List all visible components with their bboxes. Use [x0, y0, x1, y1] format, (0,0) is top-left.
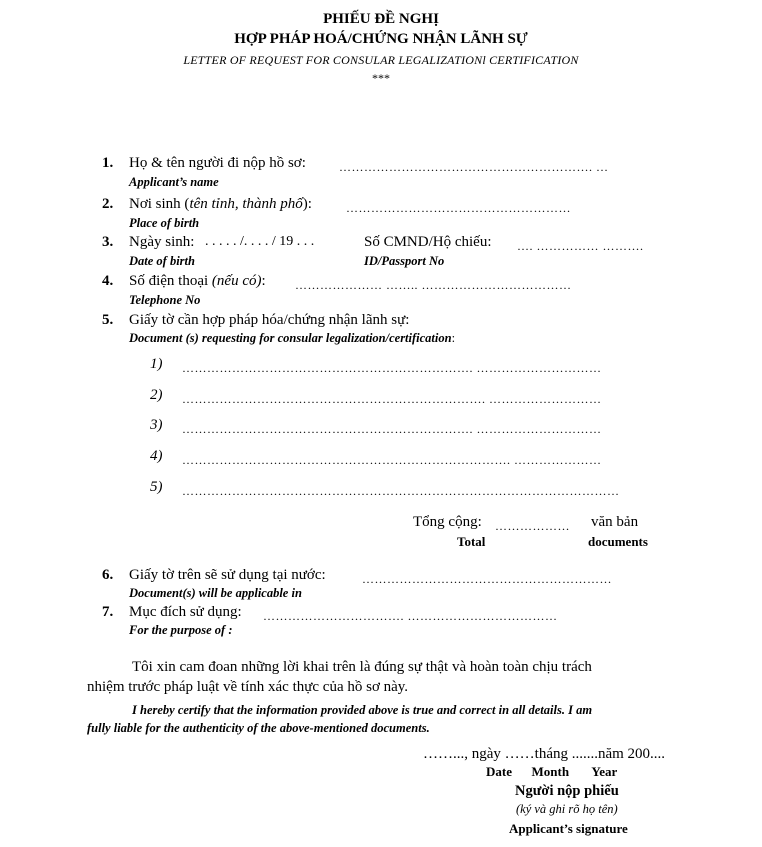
telephone-label: Số điện thoại (nếu có): — [129, 273, 266, 289]
item-number: 1. — [102, 155, 114, 171]
document-line-field[interactable]: …………………………………………………………………………………………… — [182, 484, 620, 498]
place-of-birth-label-en: Place of birth — [129, 216, 200, 230]
stars-divider: *** — [372, 71, 390, 85]
date-of-birth-field[interactable]: . . . . . /. . . . / 19 . . . — [205, 234, 315, 249]
item-number: 2. — [102, 196, 114, 212]
declaration-en-line2: fully liable for the authenticity of the above-mentioned documents. — [87, 721, 430, 735]
total-unit: văn bản — [591, 514, 639, 530]
document-line-label: 5) — [150, 479, 163, 495]
item-number: 5. — [102, 312, 114, 328]
declaration-en-line1: I hereby certify that the information provided above is true and correct in all details. I am — [132, 703, 593, 717]
document-line-field[interactable]: ……………………………………………………………. ………………………… — [182, 361, 602, 375]
signature-date-line[interactable]: ……..., ngày ……tháng .......năm 200.... — [423, 746, 666, 762]
country-of-use-label-en: Document(s) will be applicable in — [129, 586, 302, 600]
total-unit-en: documents — [588, 534, 648, 549]
telephone-field[interactable]: ………………… …….. ……………………………… — [295, 278, 572, 292]
applicant-name-label: Họ & tên người đi nộp hồ sơ: — [129, 155, 306, 171]
document-line-field[interactable]: ………………………………………………………………. ……………………… — [182, 392, 602, 406]
signature-note: (ký và ghi rõ họ tên) — [516, 802, 618, 816]
purpose-label: Mục đích sử dụng: — [129, 604, 242, 620]
document-line-label: 4) — [150, 448, 163, 464]
document-line-label: 2) — [150, 387, 163, 403]
id-passport-label-en: ID/Passport No — [364, 254, 445, 268]
signature-date-label-en: Date Month Year — [486, 764, 618, 779]
place-of-birth-label: Nơi sinh (tên tỉnh, thành phố): — [129, 196, 312, 212]
item-number: 7. — [102, 604, 114, 620]
date-of-birth-label: Ngày sinh: — [129, 234, 195, 250]
form-title: PHIẾU ĐỀ NGHỊ — [323, 11, 439, 27]
documents-label-en: Document (s) requesting for consular legalization/certification: — [129, 331, 456, 345]
applicant-name-field[interactable]: ……………………………………………………. … — [339, 160, 609, 174]
signature-title-en: Applicant’s signature — [509, 821, 628, 836]
total-label: Tổng cộng: — [413, 514, 482, 530]
date-of-birth-label-en: Date of birth — [129, 254, 195, 268]
document-line-field[interactable]: ……………………………………………………………………. ………………… — [182, 453, 602, 467]
item-number: 3. — [102, 234, 114, 250]
item-number: 6. — [102, 567, 114, 583]
purpose-field[interactable]: ……………………………. ……………………………… — [263, 609, 558, 623]
id-passport-label: Số CMND/Hộ chiếu: — [364, 234, 492, 250]
form-title-english: LETTER OF REQUEST FOR CONSULAR LEGALIZATIONl CERTIFICATION — [183, 53, 579, 67]
document-line-label: 1) — [150, 356, 163, 372]
declaration-vi-line2: nhiệm trước pháp luật về tính xác thực của hồ sơ này. — [87, 679, 409, 695]
country-of-use-field[interactable]: …………………………………………………… — [362, 572, 612, 586]
declaration-vi-line1: Tôi xin cam đoan những lời khai trên là đúng sự thật và hoàn toàn chịu trách — [132, 659, 592, 675]
telephone-label-en: Telephone No — [129, 293, 201, 307]
country-of-use-label: Giấy tờ trên sẽ sử dụng tại nước: — [129, 567, 326, 583]
applicant-name-label-en: Applicant’s name — [129, 175, 219, 189]
signature-title: Người nộp phiếu — [515, 783, 619, 799]
place-of-birth-field[interactable]: ……………………………………………… — [346, 201, 571, 215]
document-line-label: 3) — [150, 417, 163, 433]
form-subtitle: HỢP PHÁP HOÁ/CHỨNG NHẬN LÃNH SỰ — [234, 31, 528, 47]
total-label-en: Total — [457, 534, 486, 549]
id-passport-field[interactable]: …. …………… ………. — [517, 239, 644, 253]
total-field[interactable]: ……………… — [495, 519, 570, 533]
documents-label: Giấy tờ cần hợp pháp hóa/chứng nhận lãnh sự: — [129, 312, 410, 328]
purpose-label-en: For the purpose of : — [129, 623, 233, 637]
document-line-field[interactable]: ……………………………………………………………. ………………………… — [182, 422, 602, 436]
item-number: 4. — [102, 273, 114, 289]
